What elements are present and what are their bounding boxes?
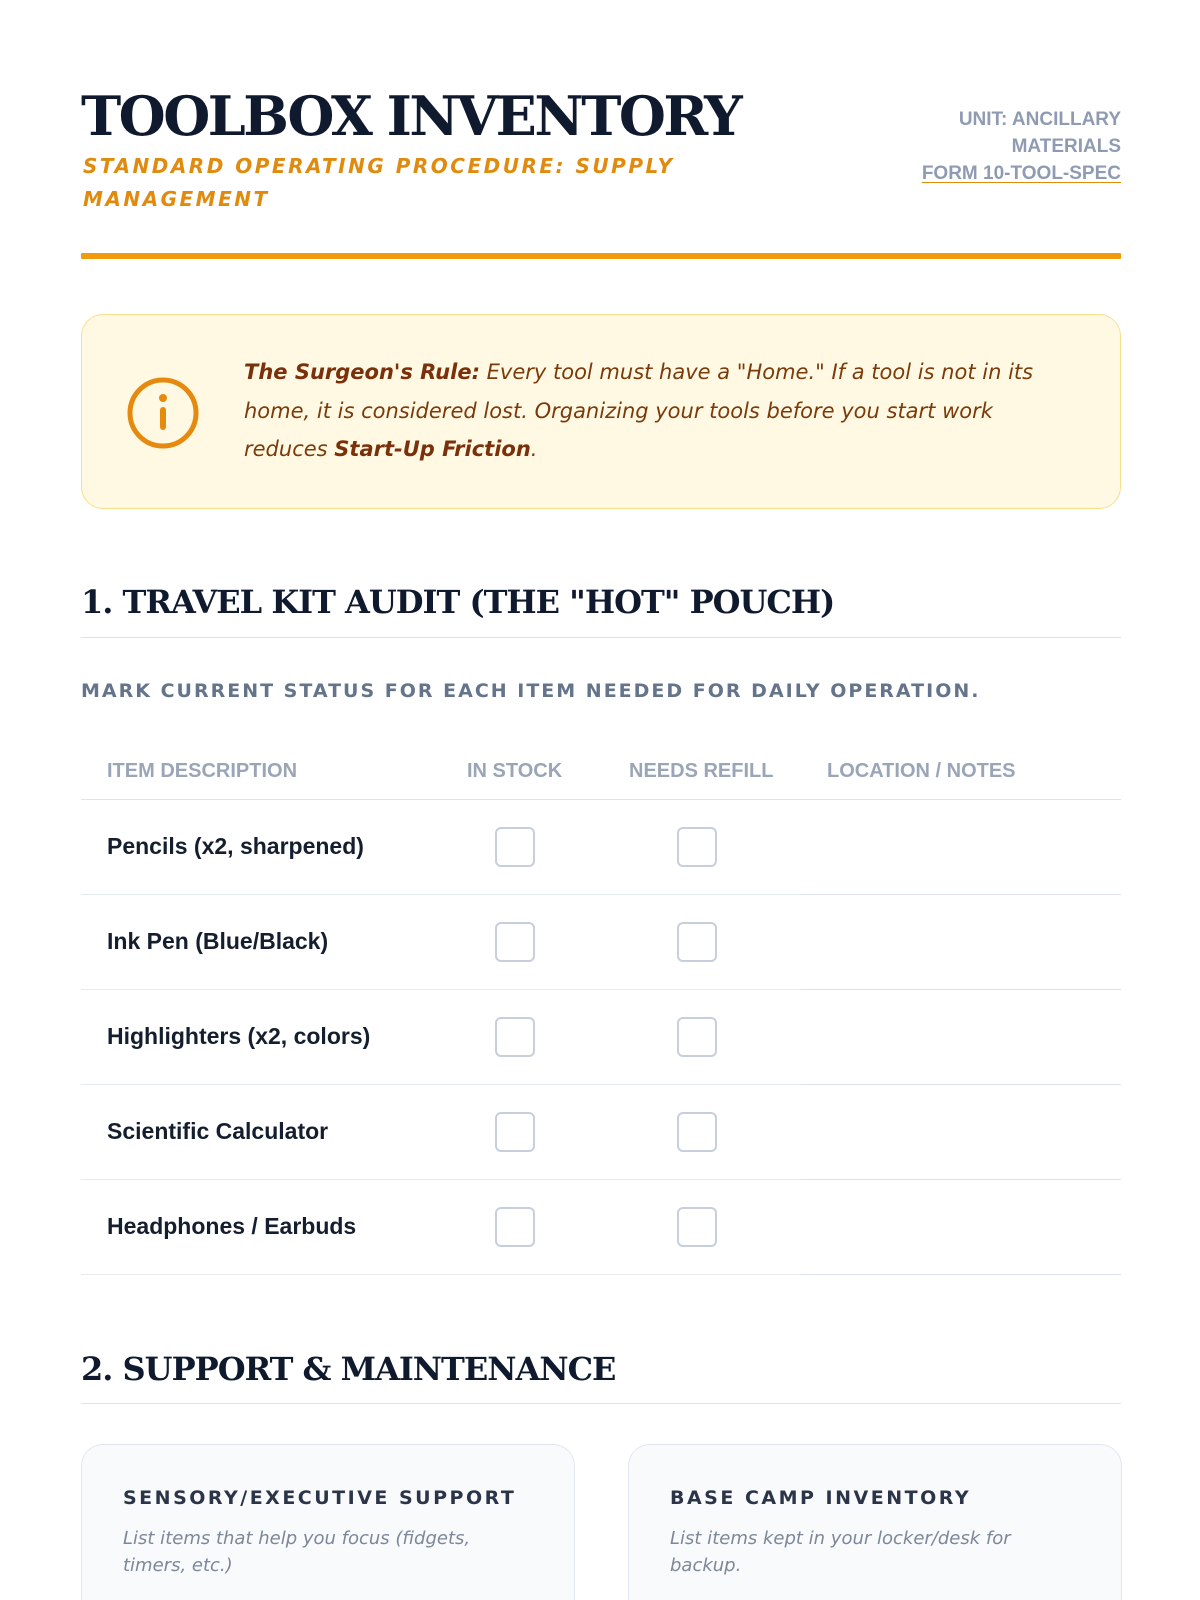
needs-refill-checkbox[interactable] <box>677 1112 717 1152</box>
table-row <box>81 895 1121 990</box>
section-1-title: 1. TRAVEL KIT AUDIT (THE "HOT" POUCH) <box>81 583 835 621</box>
callout-text <box>244 353 1064 469</box>
form-meta <box>861 106 1121 187</box>
table-row <box>81 1180 1121 1275</box>
column-header-in-stock: IN STOCK <box>467 760 563 782</box>
card-title: BASE CAMP INVENTORY <box>670 1487 972 1509</box>
item-name: Pencils (x2, sharpened) <box>107 833 364 859</box>
item-name: Highlighters (x2, colors) <box>107 1023 371 1049</box>
unit-label-line1: UNIT: ANCILLARY <box>958 109 1121 130</box>
sensory-support-card[interactable] <box>81 1444 575 1600</box>
callout-rule-label: The Surgeon's Rule: <box>244 360 480 384</box>
table-row <box>81 1085 1121 1180</box>
document-header <box>81 84 1121 264</box>
column-header-item: ITEM DESCRIPTION <box>107 760 298 782</box>
in-stock-checkbox[interactable] <box>495 827 535 867</box>
travel-kit-table <box>81 752 1121 1275</box>
column-header-needs-refill: NEEDS REFILL <box>629 760 774 782</box>
info-circle-icon <box>126 376 200 450</box>
unit-label-line2: MATERIALS <box>1011 136 1121 157</box>
card-title: SENSORY/EXECUTIVE SUPPORT <box>123 1487 517 1509</box>
column-header-notes: LOCATION / NOTES <box>827 760 1016 782</box>
table-header <box>81 752 1121 800</box>
callout-emphasis: Start-Up Friction <box>334 437 531 461</box>
header-divider <box>81 253 1121 259</box>
in-stock-checkbox[interactable] <box>495 922 535 962</box>
form-code-link[interactable]: FORM 10-TOOL-SPEC <box>921 163 1121 184</box>
item-name: Headphones / Earbuds <box>107 1213 357 1239</box>
page-title: TOOLBOX INVENTORY <box>81 84 741 148</box>
card-hint: List items kept in your locker/desk for backup. <box>670 1528 1011 1576</box>
in-stock-checkbox[interactable] <box>495 1207 535 1247</box>
needs-refill-checkbox[interactable] <box>677 1207 717 1247</box>
card-hint: List items that help you focus (fidgets, timers, etc.) <box>123 1528 471 1576</box>
in-stock-checkbox[interactable] <box>495 1112 535 1152</box>
item-name: Scientific Calculator <box>107 1118 329 1144</box>
item-name: Ink Pen (Blue/Black) <box>107 928 329 954</box>
needs-refill-checkbox[interactable] <box>677 1017 717 1057</box>
needs-refill-checkbox[interactable] <box>677 922 717 962</box>
row-divider <box>81 1274 801 1275</box>
section-1-instructions: MARK CURRENT STATUS FOR EACH ITEM NEEDED FOR DAILY OPERATION. <box>81 680 981 702</box>
surgeons-rule-callout <box>81 314 1121 509</box>
table-row <box>81 800 1121 895</box>
section-1-divider <box>81 637 1121 638</box>
callout-body: Every tool must have a "Home." If a tool is not in its home, it is considered lost. Organizing your tools before you start work reduces <box>244 360 1034 461</box>
table-row <box>81 990 1121 1085</box>
section-2-divider <box>81 1403 1121 1404</box>
page-subtitle: STANDARD OPERATING PROCEDURE: SUPPLY MANAGEMENT <box>83 154 675 211</box>
base-camp-card[interactable] <box>628 1444 1122 1600</box>
notes-field[interactable] <box>801 1274 1121 1276</box>
callout-end: . <box>530 437 538 461</box>
section-2-title: 2. SUPPORT & MAINTENANCE <box>81 1350 616 1388</box>
in-stock-checkbox[interactable] <box>495 1017 535 1057</box>
needs-refill-checkbox[interactable] <box>677 827 717 867</box>
